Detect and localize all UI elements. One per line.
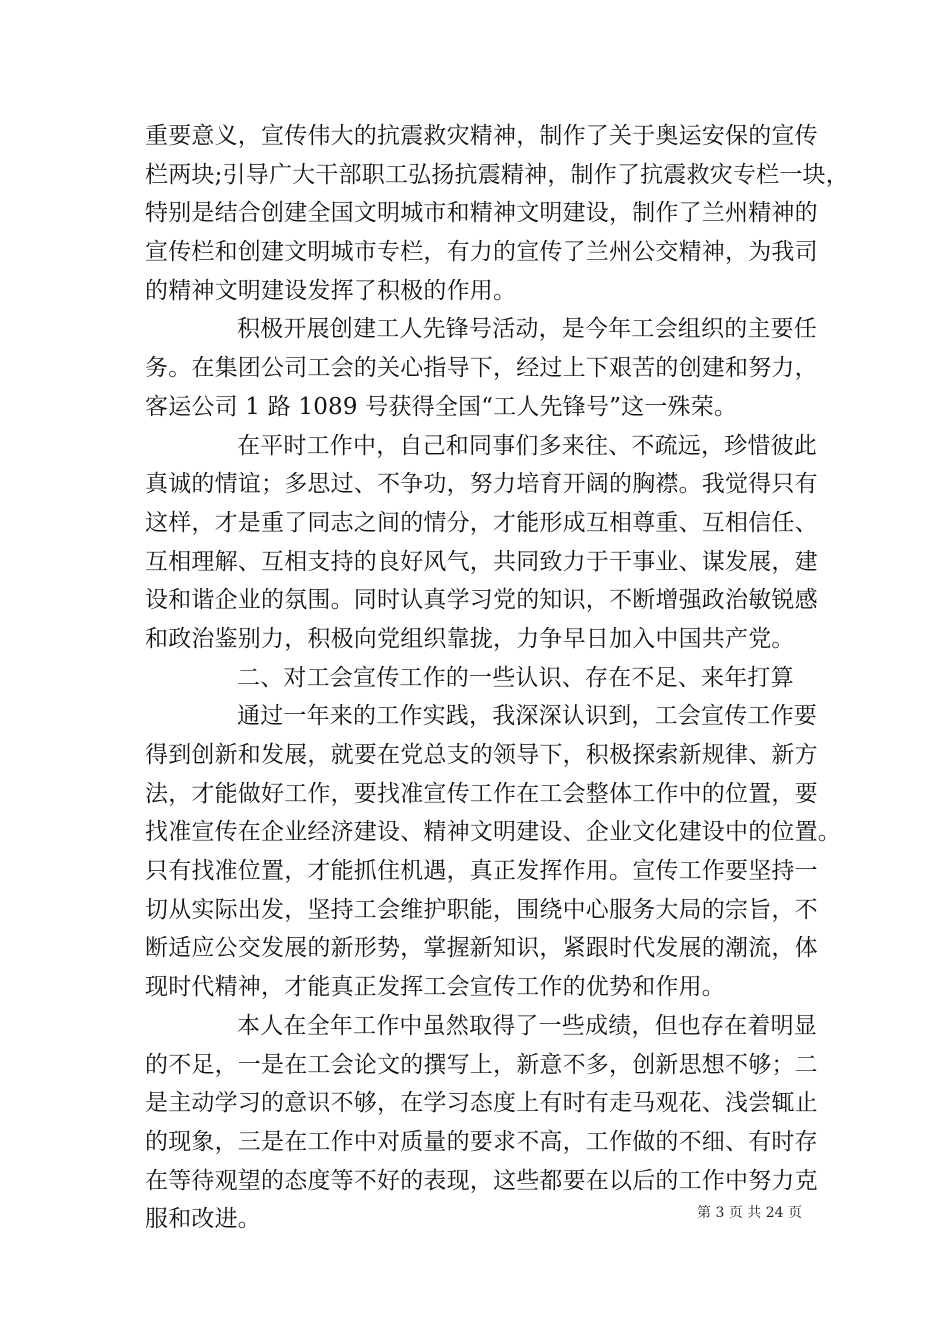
text-line: 现时代精神，才能真正发挥工会宣传工作的优势和作用。 — [145, 974, 725, 1001]
section-heading: 二、对工会宣传工作的一些认识、存在不足、来年打算 — [237, 664, 794, 691]
text-line: 栏两块;引导广大干部职工弘扬抗震精神，制作了抗震救灾专栏一块， — [145, 161, 849, 188]
text-line: 特别是结合创建全国文明城市和精神文明建设，制作了兰州精神的 — [145, 200, 818, 227]
text-line: 真诚的情谊；多思过、不争功，努力培育开阔的胸襟。我觉得只有 — [145, 471, 818, 498]
text-line: 只有找准位置，才能抓住机遇，真正发挥作用。宣传工作要坚持一 — [145, 858, 818, 885]
text-line: 断适应公交发展的新形势，掌握新知识，紧跟时代发展的潮流，体 — [145, 935, 818, 962]
text-line: 这样，才是重了同志之间的情分，才能形成互相尊重、互相信任、 — [145, 509, 818, 536]
text-line: 务。在集团公司工会的关心指导下，经过上下艰苦的创建和努力， — [145, 355, 818, 382]
document-body — [145, 117, 849, 1239]
text-line: 设和谐企业的氛围。同时认真学习党的知识，不断增强政治敏锐感 — [145, 587, 818, 614]
text-line: 的精神文明建设发挥了积极的作用。 — [145, 277, 517, 304]
text-line: 服和改进。 — [145, 1206, 261, 1233]
text-line: 的现象，三是在工作中对质量的要求不高，工作做的不细、有时存 — [145, 1128, 818, 1155]
text-line: 找准宣传在企业经济建设、精神文明建设、企业文化建设中的位置。 — [145, 819, 841, 846]
text-line: 法，才能做好工作，要找准宣传工作在工会整体工作中的位置，要 — [145, 780, 818, 807]
text-line: 切从实际出发，坚持工会维护职能，围绕中心服务大局的宗旨，不 — [145, 896, 818, 923]
paragraph-first-line: 本人在全年工作中虽然取得了一些成绩，但也存在着明显 — [237, 1012, 817, 1039]
text-line: 和政治鉴别力，积极向党组织靠拢，力争早日加入中国共产党。 — [145, 625, 795, 652]
text-line: 互相理解、互相支持的良好风气，共同致力于干事业、谋发展，建 — [145, 548, 818, 575]
text-line: 在等待观望的态度等不好的表现，这些都要在以后的工作中努力克 — [145, 1167, 818, 1194]
paragraph-first-line: 通过一年来的工作实践，我深深认识到，工会宣传工作要 — [237, 703, 817, 730]
text-line: 宣传栏和创建文明城市专栏，有力的宣传了兰州公交精神，为我司 — [145, 239, 818, 266]
text-line: 重要意义，宣传伟大的抗震救灾精神，制作了关于奥运安保的宣传 — [145, 123, 818, 149]
text-line: 得到创新和发展，就要在党总支的领导下，积极探索新规律、新方 — [145, 742, 818, 768]
text-line: 客运公司 1 路 1089 号获得全国“工人先锋号”这一殊荣。 — [145, 393, 738, 420]
paragraph-first-line: 在平时工作中，自己和同事们多来往、不疏远，珍惜彼此 — [237, 432, 817, 459]
text-line: 的不足，一是在工会论文的撰写上，新意不多，创新思想不够；二 — [145, 1051, 818, 1078]
paragraph-first-line: 积极开展创建工人先锋号活动，是今年工会组织的主要任 — [237, 316, 817, 343]
text-line: 是主动学习的意识不够，在学习态度上有时有走马观花、浅尝辄止 — [145, 1090, 818, 1117]
page-number-footer: 第 3 页 共 24 页 — [697, 1205, 802, 1221]
